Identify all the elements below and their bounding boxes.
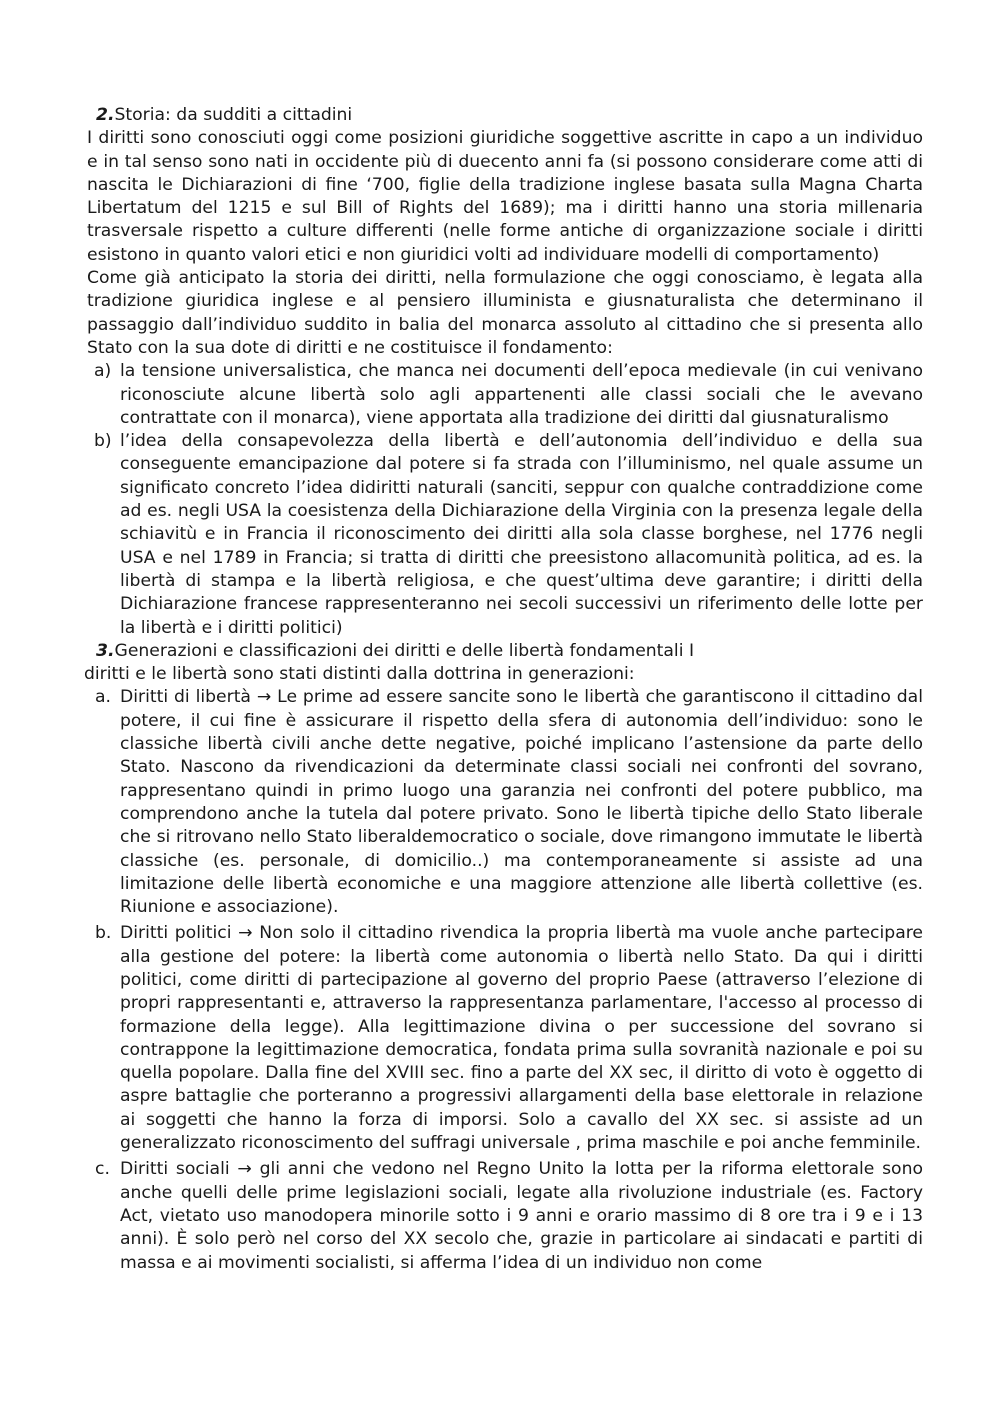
list-item-text: Diritti sociali → gli anni che vedono nel Regno Unito la lotta per la riforma elettorale sono anche quelli delle prime legislazioni sociali, legate alla rivoluzione industriale (es. Factory Act, vietato uso manodopera minorile sotto i 9 anni e orario massimo di 8 ore tra i 9 e i 13 anni). È solo però nel corso del XX secolo che, grazie in particolare ai sindacati e partiti di massa e ai movimenti socialisti, si afferma l’idea di un individuo non come (120, 1159, 923, 1273)
list-item-diritti-sociali (87, 1158, 923, 1274)
list-marker: a. (95, 687, 111, 708)
section-2-paragraph-1: I diritti sono conosciuti oggi come posizioni giuridiche soggettive ascritte in capo a un individuo e in tal senso sono nati in occidente più di duecento anni fa (si possono considerare come atti di nascita le Dichiarazioni di fine ‘700, figlie della tradizione inglese basata sulla Magna Charta Libertatum del 1215 e sul Bill of Rights del 1689); ma i diritti hanno una storia millenaria trasversale rispetto a culture differenti (nelle forme antiche di organizzazione sociale i diritti esistono in quanto valori etici e non giuridici volti ad individuare modelli di comportamento) (87, 128, 923, 265)
section-3-title: Generazioni e classificazioni dei diritti e delle libertà fondamentali I (114, 640, 695, 661)
section-3-list (87, 686, 923, 1274)
list-item-text: Diritti politici → Non solo il cittadino rivendica la propria libertà ma vuole anche partecipare alla gestione del potere: la libertà come autonomia o libertà nello Stato. Da qui i diritti politici, come diritti di partecipazione al governo del proprio Paese (attraverso l’elezione di propri rappresentanti e, attraverso la rappresentanza parlamentare, l'accesso al processo di formazione della legge). Alla legittimazione divina o per successione del sovrano si contrappone la legittimazione democratica, fondata prima sulla sovranità nazionale e poi su quella popolare. Dalla fine del XVIII sec. fino a parte del XX sec, il diritto di voto è oggetto di aspre battaglie che porteranno a progressivi allargamenti della base elettorale in relazione ai soggetti che hanno la forza di imporsi. Solo a cavallo del XX sec. si assiste ad un generalizzato riconoscimento del suffragi universale , prima maschile e poi anche femminile. (120, 923, 923, 1154)
page-header-mark (480, 0, 520, 4)
list-marker: a) (94, 361, 112, 382)
list-marker: b. (95, 923, 112, 944)
section-2-paragraph-2: Come già anticipato la storia dei diritti, nella formulazione che oggi conosciamo, è legata alla tradizione giuridica inglese e al pensiero illuminista e giusnaturalista che determinano il passaggio dall’individuo suddito in balia del monarca assoluto al cittadino che si presenta allo Stato con la sua dote di diritti e ne costituisce il fondamento: (87, 268, 923, 358)
section-3-heading (87, 640, 923, 663)
section-3-number: 3. (96, 640, 115, 661)
list-marker: b) (94, 431, 112, 452)
list-item-text: l’idea della consapevolezza della libertà e dell’autonomia dell’individuo e della sua conseguente emancipazione dal potere si fa strada con l’illuminismo, nel quale assume un significato concreto l’idea didiritti naturali (sanciti, seppur con qualche contraddizione come ad es. negli USA la coesistenza della Dichiarazione della Virginia con la presenza legale della schiavitù e in Francia il riconoscimento dei diritti alla sola classe borghese, nel 1776 negli USA e nel 1789 in Francia; si tratta di diritti che preesistono allacomunità politica, ad es. la libertà di stampa e la libertà religiosa, e che quest’ultima deve garantire; i diritti della Dichiarazione francese rappresenteranno nei secoli successivi un riferimento delle lotte per la libertà e i diritti politici) (120, 431, 923, 638)
list-item-b (87, 430, 923, 640)
list-marker: c. (95, 1159, 110, 1180)
section-3-lead: diritti e le libertà sono stati distinti dalla dottrina in generazioni: (84, 664, 635, 685)
list-item-diritti-di-liberta (87, 686, 923, 919)
list-item-a (87, 360, 923, 430)
list-item-diritti-politici (87, 922, 923, 1155)
section-2-list (87, 360, 923, 640)
document-body (84, 104, 923, 1275)
section-2-heading (87, 104, 923, 127)
section-2-title: Storia: da sudditi a cittadini (114, 105, 353, 125)
list-item-text: la tensione universalistica, che manca nei documenti dell’epoca medievale (in cui venivano riconosciute alcune libertà solo agli appartenenti alle classi sociali che le avevano contrattate con il monarca), viene apportata alla tradizione dei diritti dal giusnaturalismo (120, 361, 923, 428)
list-item-text: Diritti di libertà → Le prime ad essere sancite sono le libertà che garantiscono il cittadino dal potere, il cui fine è assicurare il rispetto della sfera di autonomia dell’individuo: sono le classiche libertà civili anche dette negative, poiché implicano l’astensione da parte dello Stato. Nascono da rivendicazioni da determinate classi sociali nei confronti del sovrano, rappresentano quindi in primo luogo una garanzia nei confronti del potere pubblico, ma comprendono anche la tutela dal potere privato. Sono le libertà tipiche dello Stato liberale che si ritrovano nello Stato liberaldemocratico o sociale, dove rimangono immutate le libertà classiche (es. personale, di domicilio..) ma contemporaneamente si assiste ad una limitazione delle libertà economiche e una maggiore attenzione alle libertà collettive (es. Riunione e associazione). (120, 687, 923, 918)
section-2-number: 2. (96, 105, 115, 125)
